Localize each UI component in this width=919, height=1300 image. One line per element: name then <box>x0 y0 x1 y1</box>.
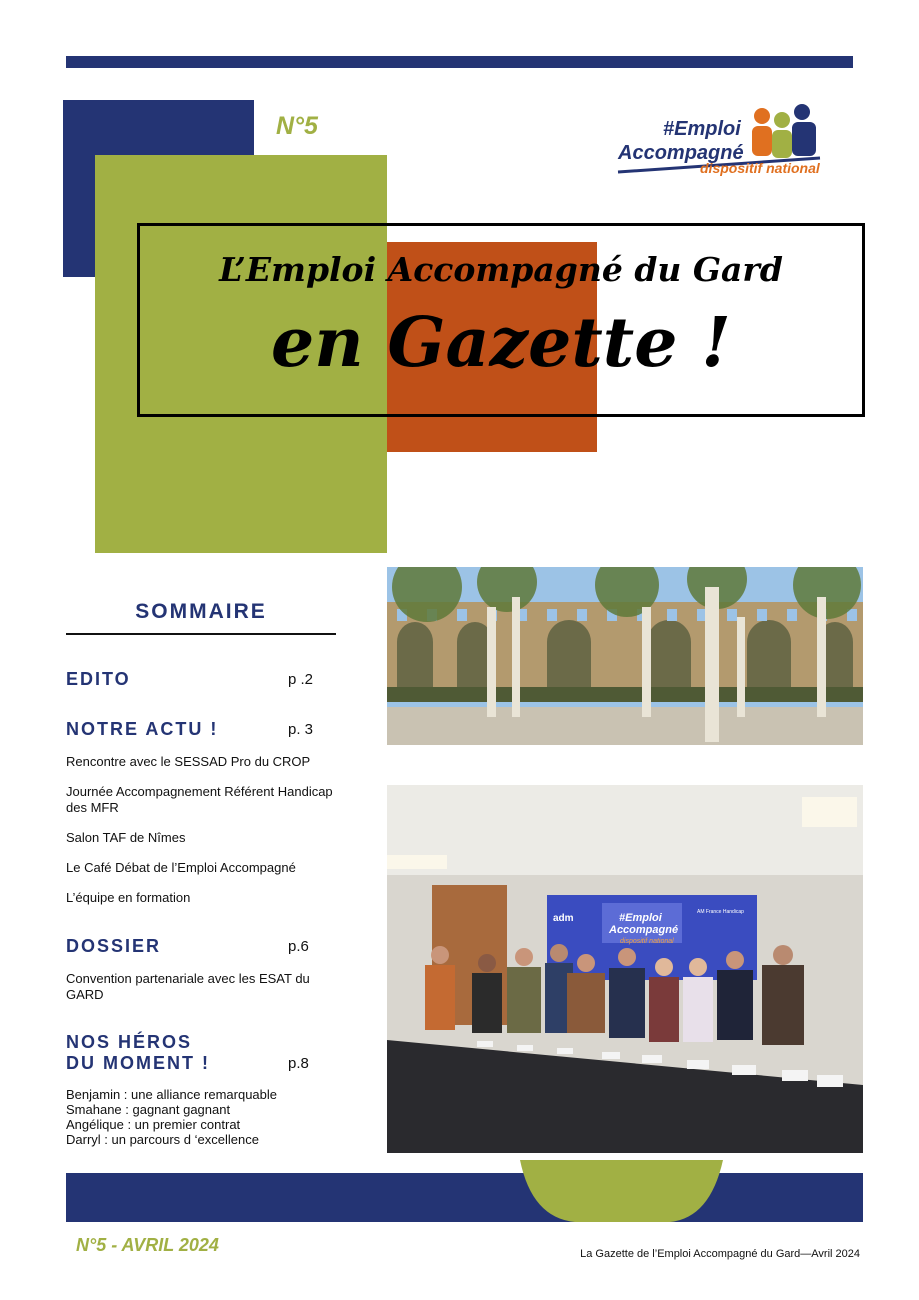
logo-text-emploi: #Emploi <box>663 118 741 140</box>
toc-item[interactable]: Smahane : gagnant gagnant <box>66 1102 231 1117</box>
toc-section-actu[interactable]: NOTRE ACTU ! <box>66 719 219 739</box>
screen-text-emploi: #Emploi <box>619 912 662 924</box>
toc-item[interactable]: Salon TAF de Nîmes <box>66 830 186 845</box>
issue-number: N°5 <box>276 112 318 140</box>
sommaire-heading: SOMMAIRE <box>135 600 267 623</box>
toc-item[interactable]: Convention partenariale avec les ESAT du GARD <box>66 971 310 1002</box>
top-rule <box>66 56 853 68</box>
toc-page-heros: p.8 <box>288 1055 309 1072</box>
sommaire-rule <box>66 633 336 635</box>
toc-section-edito[interactable]: EDITO <box>66 669 131 689</box>
logo-text-dispositif: dispositif national <box>700 160 820 176</box>
toc-section-heros-line1[interactable]: NOS HÉROS <box>66 1032 193 1052</box>
screen-text-accompagne: Accompagné <box>609 924 679 936</box>
toc-item[interactable]: Benjamin : une alliance remarquable <box>66 1087 278 1102</box>
toc-page-actu: p. 3 <box>288 721 314 738</box>
toc-section-dossier[interactable]: DOSSIER <box>66 936 162 956</box>
toc-item[interactable]: Journée Accompagnement Référent Handicap des MFR <box>66 784 333 815</box>
footer-issue-date: N°5 - AVRIL 2024 <box>76 1235 219 1255</box>
toc-item[interactable]: Rencontre avec le SESSAD Pro du CROP <box>66 754 311 769</box>
logo-figure-green-body <box>772 130 792 158</box>
ground <box>387 707 863 745</box>
screen-text-adm: adm <box>553 913 574 924</box>
green-bowl-decor <box>520 1160 723 1224</box>
ceiling-light <box>802 797 857 827</box>
screen-text-dispositif: dispositif national <box>620 938 674 945</box>
title-line-1: L’Emploi Accompagné du Gard <box>219 250 783 289</box>
logo-figure-orange-head <box>754 108 770 124</box>
bottom-band <box>66 1173 863 1222</box>
toc-item[interactable]: Le Café Débat de l’Emploi Accompagné <box>66 860 296 875</box>
logo-figure-orange-body <box>752 126 772 156</box>
logo-figure-navy-head <box>794 104 810 120</box>
logo-text-accompagne: Accompagné <box>618 142 744 164</box>
logo-figure-navy-body <box>792 122 816 156</box>
toc-section-heros-line2[interactable]: DU MOMENT ! <box>66 1053 210 1073</box>
toc-page-dossier: p.6 <box>288 938 309 955</box>
logo-figure-green-head <box>774 112 790 128</box>
pont-du-gard-photo <box>387 567 863 745</box>
screen-text-amfh: AM France Handicap <box>697 909 744 915</box>
toc-item[interactable]: Angélique : un premier contrat <box>66 1117 241 1132</box>
toc-page-edito: p .2 <box>288 671 314 688</box>
signing-ceremony-photo <box>387 785 863 1153</box>
ceiling <box>387 785 863 875</box>
toc-item[interactable]: L’équipe en formation <box>66 890 191 905</box>
title-line-2: en Gazette ! <box>271 303 731 383</box>
ceiling-light-left <box>387 855 447 869</box>
footer-caption: La Gazette de l’Emploi Accompagné du Gard—Avril 2024 <box>580 1248 860 1260</box>
toc-item[interactable]: Darryl : un parcours d ‘excellence <box>66 1132 259 1147</box>
